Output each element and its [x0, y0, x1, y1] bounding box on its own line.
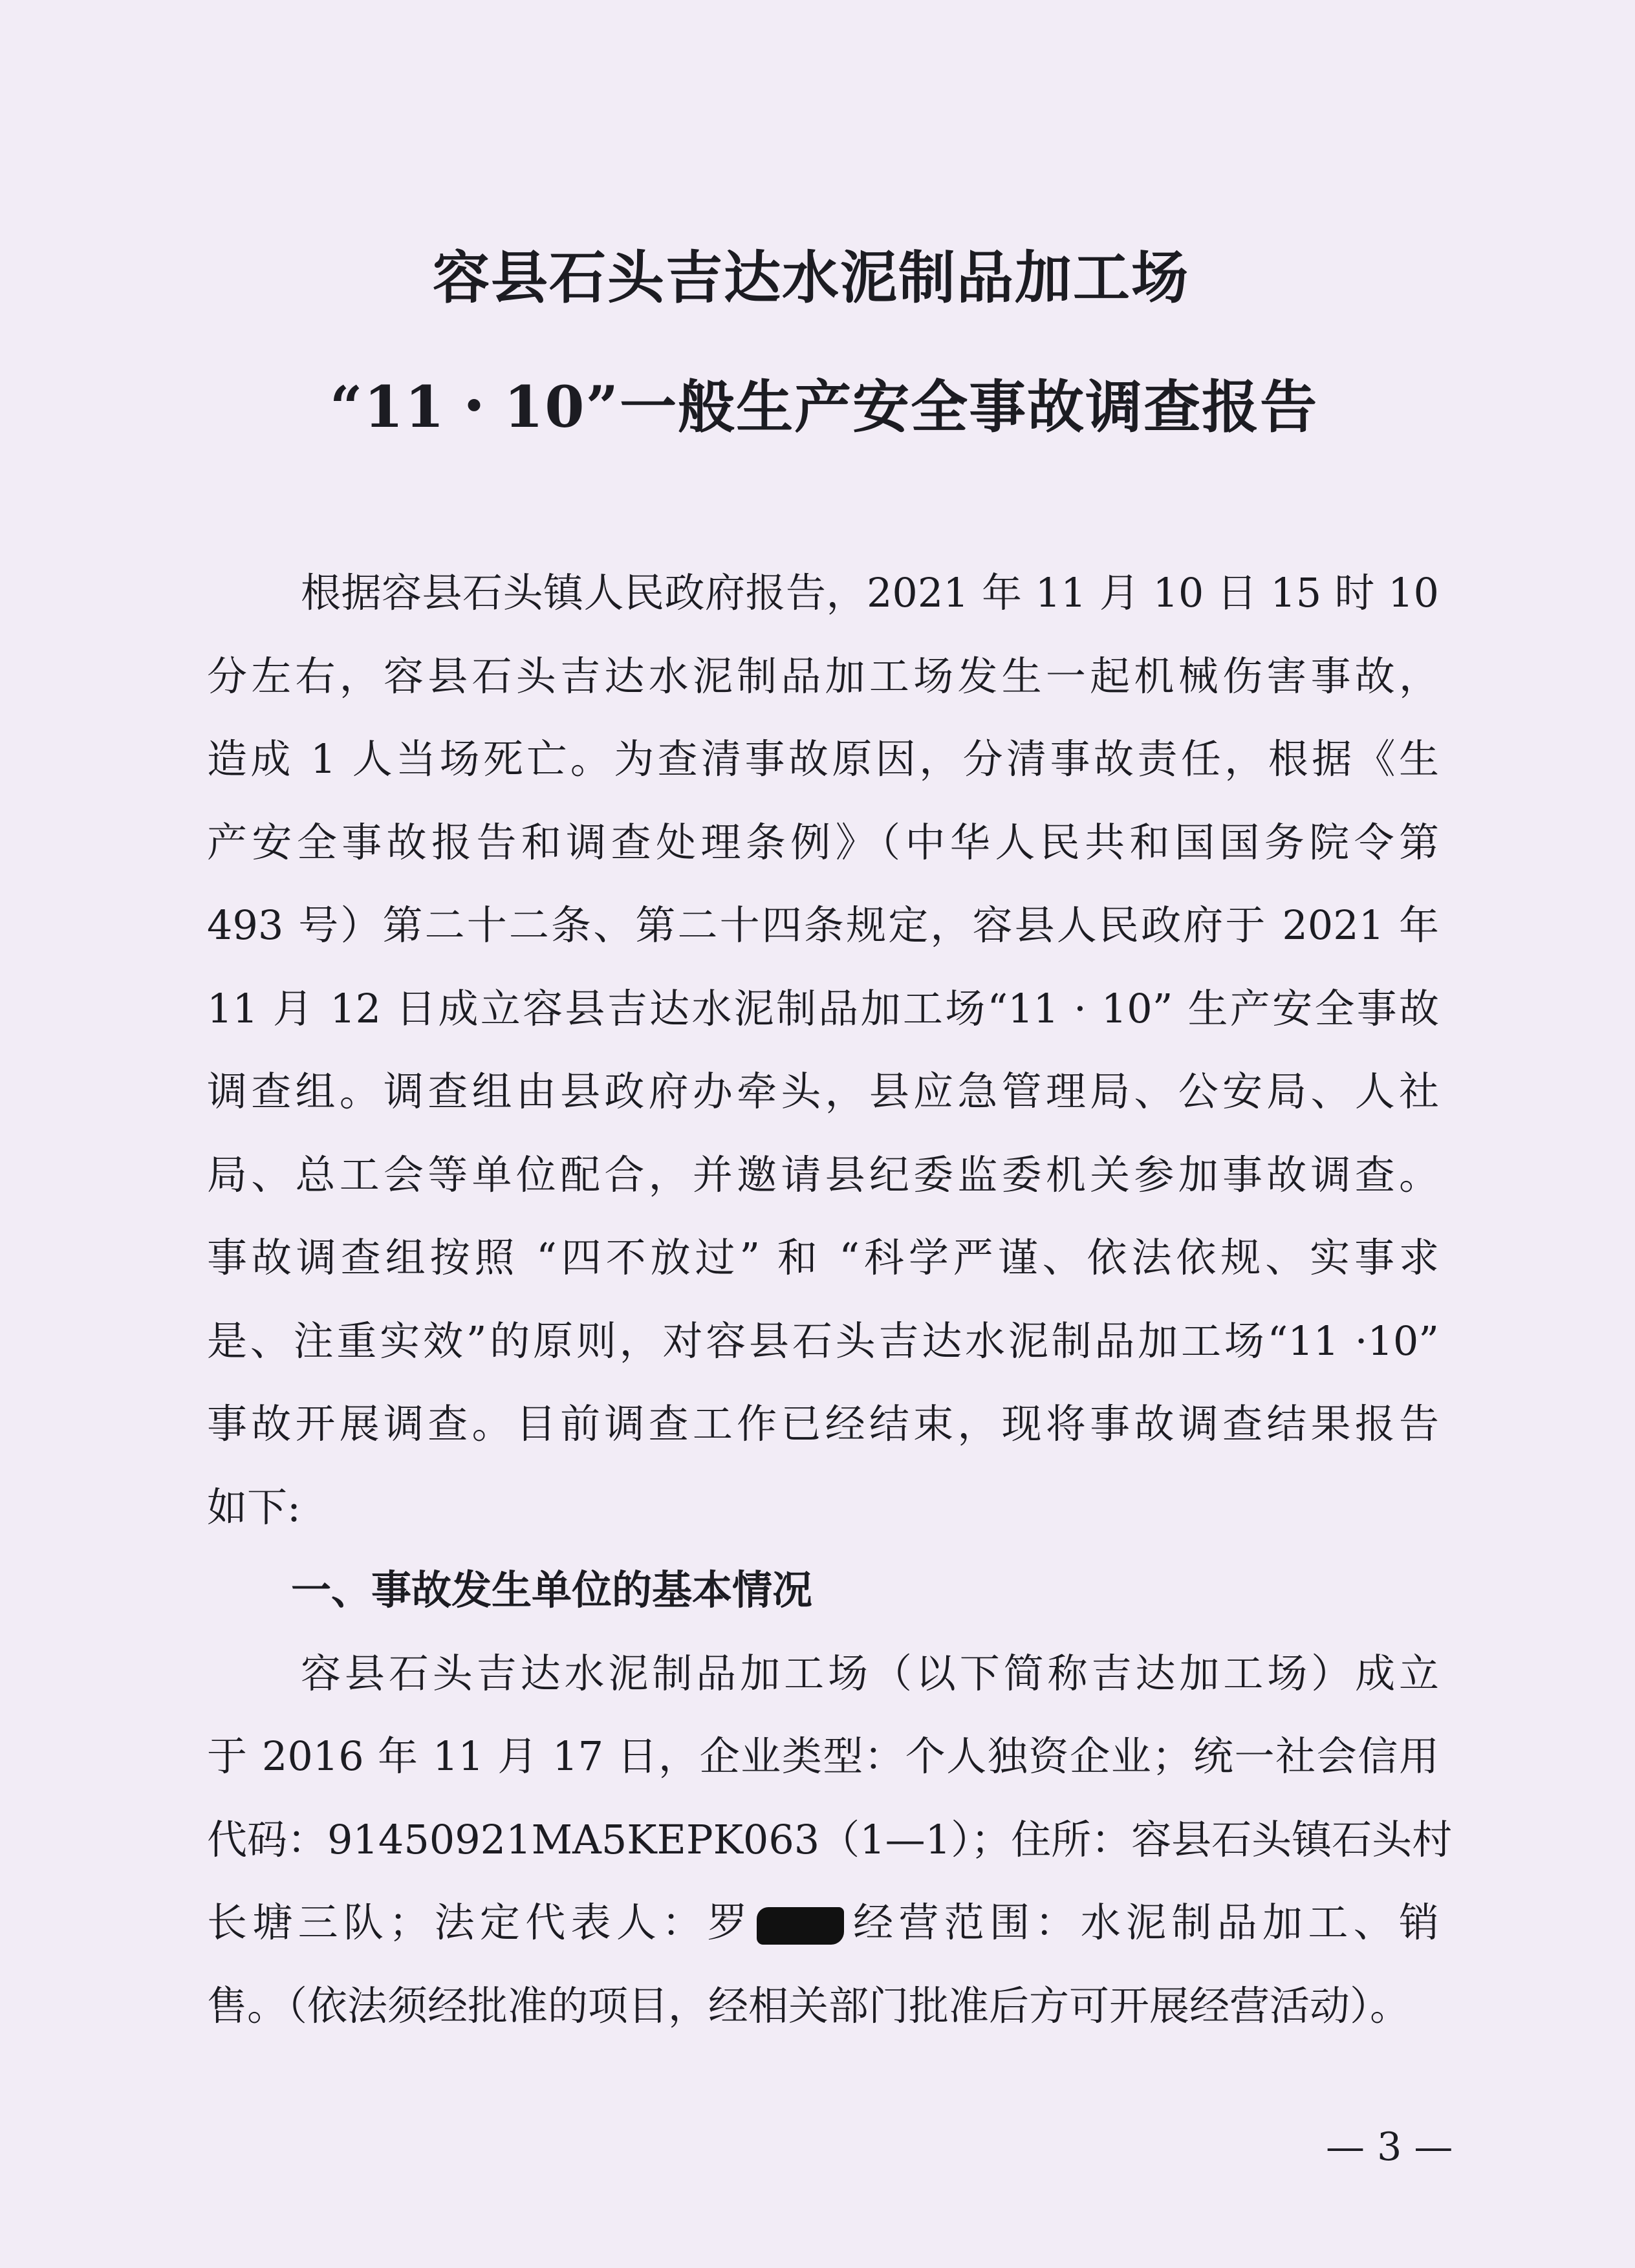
body-line: 事故开展调查。目前调查工作已经结束，现将事故调查结果报告 — [207, 1400, 1439, 1447]
text-before-redaction: 长塘三队；法定代表人：罗 — [207, 1899, 753, 1946]
body-line-redacted — [207, 1881, 1439, 1965]
body-line: 根据容县石头镇人民政府报告，2021 年 11 月 10 日 15 时 10 — [301, 569, 1439, 616]
body-line: 代码：91450921MA5KEPK063（1—1）；住所：容县石头镇石头村 — [207, 1815, 1453, 1863]
redaction-mark — [757, 1907, 844, 1945]
text-after-redaction: 经营范围：水泥制品加工、销 — [847, 1899, 1439, 1946]
body-line: 调查组。调查组由县政府办牵头，县应急管理局、公安局、人社 — [207, 1068, 1439, 1115]
document-body — [207, 552, 1453, 2047]
body-line: 事故调查组按照 “四不放过” 和 “科学严谨、依法依规、实事求 — [207, 1234, 1439, 1281]
body-line: 容县石头吉达水泥制品加工场（以下简称吉达加工场）成立 — [301, 1649, 1439, 1697]
body-line: 于 2016 年 11 月 17 日，企业类型：个人独资企业；统一社会信用 — [207, 1733, 1439, 1780]
body-line: 售。（依法须经批准的项目，经相关部门批准后方可开展经营活动）。 — [207, 1982, 1411, 2029]
title-line-2: “11・10”一般生产安全事故调查报告 — [329, 373, 1319, 440]
body-line: 493 号）第二十二条、第二十四条规定，容县人民政府于 2021 年 — [207, 902, 1439, 949]
page-number: — 3 — — [1326, 2124, 1453, 2170]
body-line: 11 月 12 日成立容县吉达水泥制品加工场“11 · 10” 生产安全事故 — [207, 984, 1439, 1032]
body-line: 是、注重实效”的原则，对容县石头吉达水泥制品加工场“11 ·10” — [207, 1317, 1439, 1365]
body-line: 分左右，容县石头吉达水泥制品加工场发生一起机械伤害事故， — [207, 652, 1439, 700]
body-line: 造成 1 人当场死亡。为查清事故原因，分清事故责任，根据《生 — [207, 735, 1439, 783]
section-heading: 一、事故发生单位的基本情况 — [291, 1566, 813, 1614]
body-line: 局、总工会等单位配合，并邀请县纪委监委机关参加事故调查。 — [207, 1150, 1439, 1198]
title-line-1: 容县石头吉达水泥制品加工场 — [432, 244, 1189, 311]
body-line: 产安全事故报告和调查处理条例》（中华人民共和国国务院令第 — [207, 818, 1439, 866]
body-line: 如下: — [207, 1483, 301, 1531]
